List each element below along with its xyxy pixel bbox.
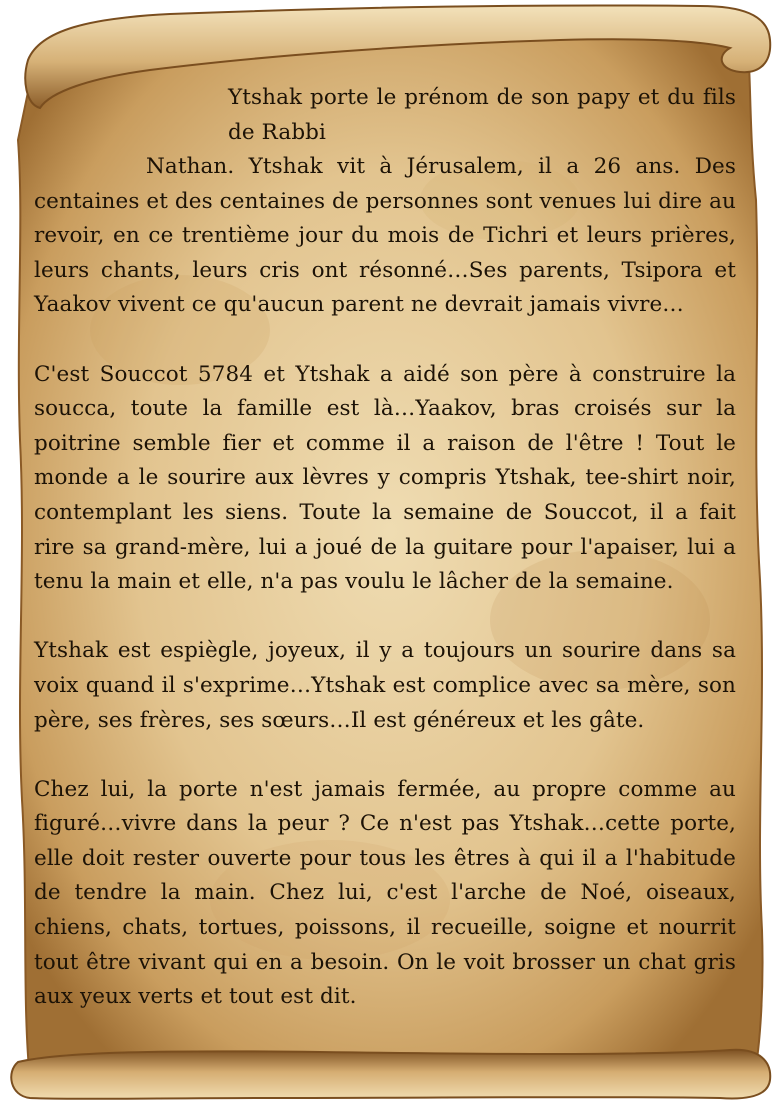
bottom-curl (11, 1050, 770, 1099)
paragraph-gap (34, 738, 736, 773)
paragraph-gap (34, 600, 736, 635)
paragraph-1: Nathan. Ytshak vit à Jérusalem, il a 26 ans. Des centaines et des centaines de personnes sont venues lui dire au revoir, en ce trentième jour du mois de Tichri et leurs prières, leurs chants, leurs cris ont résonné…Ses parents, Tsipora et Yaakov vivent ce qu'aucun parent ne devrait jamais vivre… (34, 154, 736, 318)
paragraph-gap (34, 323, 736, 358)
letter-body (34, 150, 736, 1015)
paragraph-3: Ytshak est espiègle, joyeux, il y a toujours un sourire dans sa voix quand il s'exprime…Ytshak est complice avec sa mère, son père, ses frères, ses sœurs…Il est généreux et les gâte. (34, 638, 736, 733)
paragraph-2: C'est Souccot 5784 et Ytshak a aidé son père à construire la soucca, toute la famille est là…Yaakov, bras croisés sur la poitrine semble fier et comme il a raison de l'être ! Tout le monde a le sourire aux lèvres y compris Ytshak, tee-shirt noir, contemplant les siens. Toute la semaine de Souccot, il a fait rire sa grand-mère, lui a joué de la guitare pour l'apaiser, lui a tenu la main et elle, n'a pas voulu le lâcher de la semaine. (34, 361, 736, 595)
intro-line: Ytshak porte le prénom de son papy et du fils de Rabbi (228, 85, 736, 145)
paragraph-4: Chez lui, la porte n'est jamais fermée, au propre comme au figuré…vivre dans la peur ? Ce n'est pas Ytshak…cette porte, elle doit rester ouverte pour tous les êtres à qui il a l'habitude de tendre la main. Chez lui, c'est l'arche de Noé, oiseaux, chiens, chats, tortues, poissons, il recueille, soigne et nourrit tout être vivant qui en a besoin. On le voit brosser un chat gris aux yeux verts et tout est dit. (34, 776, 736, 1010)
